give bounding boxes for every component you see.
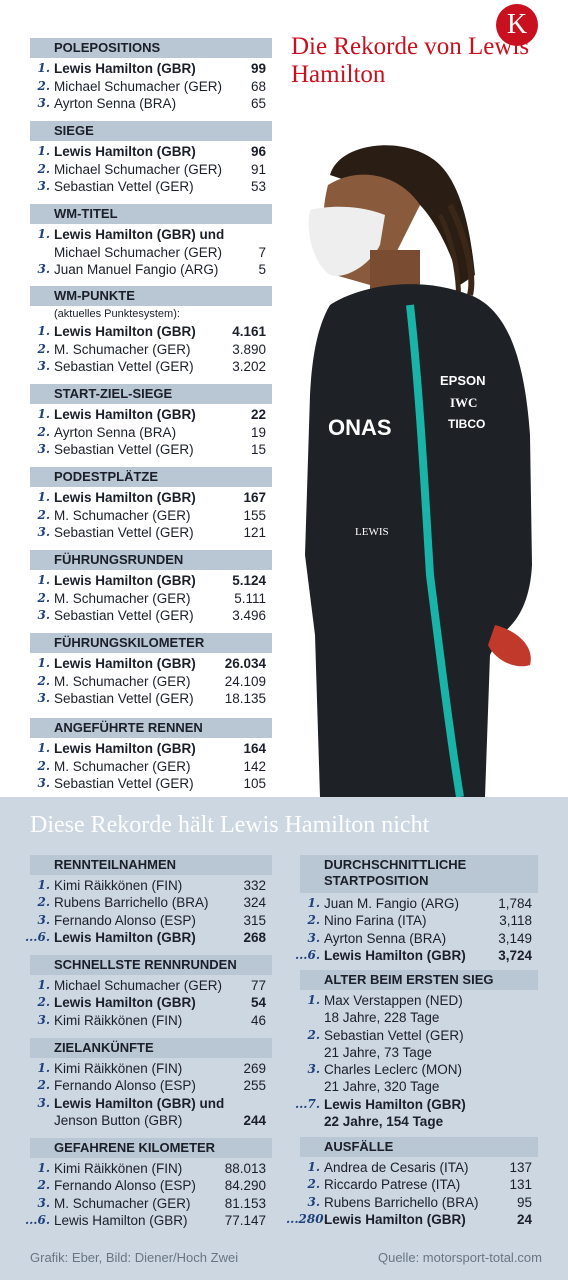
record-section (24, 1138, 272, 1229)
rank-number: 3. (37, 442, 50, 457)
rank-number: 2. (37, 78, 50, 93)
driver-name: M. Schumacher (GER) (54, 590, 191, 606)
record-value: 65 (250, 96, 266, 112)
driver-name: Sebastian Vettel (GER) (54, 359, 194, 375)
record-value: 269 (243, 1061, 266, 1076)
ranking-row (30, 1012, 272, 1029)
ranking-row (30, 226, 272, 244)
section-title-line2: STARTPOSITION (324, 873, 429, 888)
rank-number: 2. (37, 590, 50, 605)
source-text: Quelle: motorsport-total.com (377, 1250, 542, 1265)
section-title: FÜHRUNGSRUNDEN (30, 550, 272, 570)
driver-name: M. Schumacher (GER) (54, 1195, 191, 1211)
record-value: 268 (243, 929, 266, 945)
driver-name: Sebastian Vettel (GER) (54, 525, 194, 541)
driver-name: Lewis Hamilton (GBR) (54, 741, 196, 756)
driver-name: Kimi Räikkönen (FIN) (54, 1012, 183, 1028)
rank-number: 1. (37, 656, 50, 670)
record-value: 3.202 (232, 359, 266, 375)
driver-name: Lewis Hamilton (GBR) (54, 61, 196, 76)
rank-number: 3. (37, 525, 50, 540)
record-value: 84.290 (224, 1178, 266, 1194)
rank-number: 2. (37, 758, 50, 773)
rank-number: 1. (37, 407, 50, 421)
section-subtitle: (aktuelles Punktesystem): (54, 308, 180, 320)
driver-name: Lewis Hamilton (GBR) (324, 1211, 466, 1227)
ranking-row (30, 758, 272, 776)
section-title: PODESTPLÄTZE (30, 467, 272, 487)
record-value: 244 (243, 1112, 266, 1128)
record-section (30, 38, 272, 113)
ranking-row (30, 1112, 272, 1129)
ranking-row (30, 1177, 272, 1194)
ranking-row (30, 590, 272, 608)
driver-name: Andrea de Cesaris (ITA) (324, 1160, 469, 1175)
rank-number: 3. (307, 1062, 320, 1077)
ranking-row (30, 244, 272, 262)
record-section (24, 855, 272, 946)
driver-name: Lewis Hamilton (GBR) (324, 1096, 466, 1112)
section-title: ZIELANKÜNFTE (30, 1038, 272, 1058)
driver-name: Lewis Hamilton (GBR) (54, 1212, 188, 1228)
driver-name: M. Schumacher (GER) (54, 507, 191, 523)
record-value: 3,149 (498, 930, 532, 946)
driver-name: Lewis Hamilton (GBR) (54, 656, 196, 671)
record-value: 4.161 (232, 324, 266, 339)
driver-name: 22 Jahre, 154 Tage (324, 1114, 444, 1130)
driver-name: Ayrton Senna (BRA) (54, 424, 177, 440)
record-value: 77.147 (224, 1212, 266, 1228)
ranking-row (300, 1113, 538, 1130)
rank-number: 1. (37, 227, 50, 241)
driver-name: 21 Jahre, 320 Tage (324, 1079, 440, 1095)
ranking-row (300, 1194, 538, 1211)
ranking-row (30, 607, 272, 625)
record-value: 96 (250, 144, 266, 159)
record-value: 26.034 (224, 656, 266, 671)
driver-name: Juan Manuel Fangio (ARG) (54, 262, 219, 278)
rank-number: 2. (37, 161, 50, 176)
ranking-row (30, 178, 272, 196)
ranking-row (30, 78, 272, 96)
driver-name: Michael Schumacher (GER) (54, 161, 223, 177)
ranking-row (30, 441, 272, 459)
driver-name: Sebastian Vettel (GER) (54, 776, 194, 792)
driver-name: 18 Jahre, 228 Tage (324, 1010, 440, 1026)
ranking-row (30, 690, 272, 708)
driver-name: M. Schumacher (GER) (54, 673, 191, 689)
ranking-row (30, 1095, 272, 1112)
rank-number: 2. (37, 507, 50, 522)
ranking-row (30, 1060, 272, 1077)
ranking-row (30, 977, 272, 994)
rank-number: ...280. (286, 1211, 328, 1226)
ranking-row (30, 877, 272, 894)
record-value: 155 (243, 507, 266, 523)
driver-name: Sebastian Vettel (GER) (54, 442, 194, 458)
record-value: 3,118 (499, 913, 532, 929)
rank-number: 3. (37, 608, 50, 623)
driver-name: Kimi Räikkönen (FIN) (54, 1161, 183, 1176)
section-title: ANGEFÜHRTE RENNEN (30, 718, 272, 738)
driver-name: 21 Jahre, 73 Tage (324, 1044, 432, 1060)
ranking-row (30, 912, 272, 929)
record-value: 332 (243, 878, 266, 893)
rank-number: ...6. (24, 1212, 50, 1227)
brand-logo: K (496, 4, 538, 46)
rank-number: 2. (37, 895, 50, 910)
ranking-row (30, 143, 272, 161)
rank-number: 1. (307, 1160, 320, 1174)
driver-name: Riccardo Patrese (ITA) (324, 1177, 461, 1193)
rank-number: 2. (307, 913, 320, 928)
record-section (30, 204, 272, 279)
driver-name: Kimi Räikkönen (FIN) (54, 878, 183, 893)
record-value: 1,784 (498, 896, 532, 911)
rank-number: 3. (37, 96, 50, 111)
ranking-row (300, 1061, 538, 1078)
record-section (30, 467, 272, 542)
ranking-row (300, 895, 538, 912)
driver-name: Sebastian Vettel (GER) (54, 608, 194, 624)
record-value: 7 (258, 244, 266, 260)
rank-number: 1. (37, 741, 50, 755)
rank-number: ...7. (294, 1096, 320, 1111)
ranking-row (30, 775, 272, 793)
ranking-row (30, 572, 272, 590)
ranking-row (24, 929, 272, 946)
record-value: 24 (516, 1211, 532, 1227)
record-value: 5.124 (232, 573, 266, 588)
section-title: SCHNELLSTE RENNRUNDEN (30, 955, 272, 975)
record-value: 54 (250, 995, 266, 1011)
ranking-row (30, 323, 272, 341)
record-value: 68 (250, 78, 266, 94)
rank-number: 3. (37, 179, 50, 194)
record-value: 81.153 (224, 1195, 266, 1211)
ranking-row (300, 1159, 538, 1176)
record-value: 131 (509, 1177, 532, 1193)
rank-number: 1. (37, 978, 50, 992)
driver-name: Michael Schumacher (GER) (54, 978, 223, 993)
headline: Die Rekorde von Lewis Hamilton (291, 33, 530, 88)
record-value: 15 (250, 442, 266, 458)
rank-number: 3. (37, 262, 50, 277)
svg-text:EPSON: EPSON (440, 373, 486, 388)
driver-name: Sebastian Vettel (GER) (324, 1027, 464, 1043)
driver-name: M. Schumacher (GER) (54, 758, 191, 774)
driver-name: Sebastian Vettel (GER) (54, 691, 194, 707)
driver-name: M. Schumacher (GER) (54, 341, 191, 357)
rank-number: 3. (307, 1194, 320, 1209)
record-value: 5 (258, 262, 266, 278)
driver-name: Charles Leclerc (MON) (324, 1062, 463, 1078)
record-section (294, 970, 538, 1130)
record-section (294, 855, 538, 964)
ranking-row (294, 1096, 538, 1113)
ranking-row (30, 1160, 272, 1177)
svg-text:ONAS: ONAS (328, 415, 392, 440)
record-value: 121 (243, 525, 266, 541)
rank-number: 3. (37, 1012, 50, 1027)
record-value: 19 (250, 424, 266, 440)
section-title: RENNTEILNAHMEN (30, 855, 272, 875)
driver-name: Ayrton Senna (BRA) (324, 930, 447, 946)
driver-name: Lewis Hamilton (GBR) (54, 324, 196, 339)
record-value: 18.135 (224, 691, 266, 707)
rank-number: 1. (37, 1061, 50, 1075)
ranking-row (30, 1077, 272, 1094)
record-section (30, 384, 272, 459)
ranking-row (294, 947, 538, 964)
driver-name: Fernando Alonso (ESP) (54, 1078, 196, 1094)
section-title: SIEGE (30, 121, 272, 141)
ranking-row (30, 740, 272, 758)
driver-name: Lewis Hamilton (GBR) und (54, 1095, 225, 1111)
rank-number: 1. (37, 324, 50, 338)
rank-number: 2. (37, 341, 50, 356)
section-title: START-ZIEL-SIEGE (30, 384, 272, 404)
record-value: 24.109 (224, 673, 266, 689)
driver-name: Lewis Hamilton (GBR) (54, 995, 196, 1011)
ranking-row (300, 1078, 538, 1095)
driver-name: Juan M. Fangio (ARG) (324, 896, 460, 911)
ranking-row (30, 524, 272, 542)
rank-number: 2. (37, 673, 50, 688)
rank-number: 1. (37, 1161, 50, 1175)
rank-number: 1. (307, 993, 320, 1007)
record-value: 164 (243, 741, 266, 756)
record-value: 77 (250, 978, 266, 993)
record-value: 315 (243, 912, 266, 928)
record-section (30, 718, 272, 793)
driver-name: Ayrton Senna (BRA) (54, 96, 177, 112)
ranking-row (30, 95, 272, 113)
svg-text:LEWIS: LEWIS (355, 526, 389, 538)
ranking-row (30, 673, 272, 691)
record-value: 105 (243, 776, 266, 792)
record-value: 99 (250, 61, 266, 76)
section-title: ALTER BEIM ERSTEN SIEG (300, 970, 538, 990)
section-title: FÜHRUNGSKILOMETER (30, 633, 272, 653)
rank-number: 1. (37, 61, 50, 75)
record-section (30, 286, 272, 376)
ranking-row (30, 161, 272, 179)
record-value: 324 (243, 895, 266, 911)
driver-name: Lewis Hamilton (GBR) und (54, 227, 225, 242)
ranking-row (30, 507, 272, 525)
section-title: AUSFÄLLE (300, 1137, 538, 1157)
record-value: 88.013 (224, 1161, 266, 1176)
driver-name: Rubens Barrichello (BRA) (54, 895, 209, 911)
driver-name: Lewis Hamilton (GBR) (324, 947, 466, 963)
ranking-row (24, 1212, 272, 1229)
ranking-row (30, 994, 272, 1011)
ranking-row (30, 358, 272, 376)
driver-name: Fernando Alonso (ESP) (54, 912, 196, 928)
ranking-row (30, 894, 272, 911)
credit-text: Grafik: Eber, Bild: Diener/Hoch Zwei (30, 1250, 239, 1265)
rank-number: 3. (37, 776, 50, 791)
bottom-title: Diese Rekorde hält Lewis Hamilton nicht (30, 812, 430, 838)
rank-number: 1. (37, 573, 50, 587)
record-value: 142 (243, 758, 266, 774)
rank-number: 3. (37, 912, 50, 927)
ranking-row (300, 912, 538, 929)
record-section (30, 633, 272, 708)
record-value: 95 (516, 1194, 532, 1210)
record-value: 137 (509, 1160, 532, 1175)
driver-name: Fernando Alonso (ESP) (54, 1178, 196, 1194)
ranking-row (300, 1009, 538, 1026)
section-title: WM-PUNKTE (30, 286, 272, 306)
driver-name: Max Verstappen (NED) (324, 993, 463, 1008)
ranking-row (286, 1211, 538, 1228)
ranking-row (30, 406, 272, 424)
driver-name: Rubens Barrichello (BRA) (324, 1194, 479, 1210)
rank-number: 3. (37, 691, 50, 706)
record-value: 22 (250, 407, 266, 422)
record-section (30, 1038, 272, 1129)
rank-number: 2. (37, 1178, 50, 1193)
ranking-row (30, 1195, 272, 1212)
ranking-row (30, 261, 272, 279)
record-value: 167 (243, 490, 266, 505)
driver-name: Michael Schumacher (GER) (54, 244, 223, 260)
ranking-row (30, 60, 272, 78)
rank-number: 3. (307, 930, 320, 945)
record-section (30, 121, 272, 196)
ranking-row (300, 1044, 538, 1061)
rank-number: 2. (307, 1027, 320, 1042)
rank-number: 2. (37, 995, 50, 1010)
driver-name: Lewis Hamilton (GBR) (54, 144, 196, 159)
record-value: 255 (243, 1078, 266, 1094)
record-section (286, 1137, 538, 1228)
ranking-row (300, 1027, 538, 1044)
ranking-row (300, 1176, 538, 1193)
driver-name: Lewis Hamilton (GBR) (54, 490, 196, 505)
ranking-row (30, 341, 272, 359)
record-value: 46 (250, 1012, 266, 1028)
driver-name: Lewis Hamilton (GBR) (54, 929, 196, 945)
rank-number: 2. (307, 1177, 320, 1192)
driver-name: Kimi Räikkönen (FIN) (54, 1061, 183, 1076)
section-title: DURCHSCHNITTLICHE STARTPOSITION (300, 855, 538, 893)
record-section (30, 955, 272, 1029)
rank-number: 1. (37, 878, 50, 892)
ranking-row (30, 489, 272, 507)
section-title: GEFAHRENE KILOMETER (30, 1138, 272, 1158)
driver-photo (300, 135, 568, 797)
rank-number: 2. (37, 1078, 50, 1093)
section-title: WM-TITEL (30, 204, 272, 224)
svg-text:IWC: IWC (450, 395, 478, 410)
ranking-row (300, 992, 538, 1009)
driver-name: Nino Farina (ITA) (324, 913, 427, 929)
rank-number: ...6. (294, 947, 320, 962)
rank-number: 1. (37, 144, 50, 158)
section-title: POLEPOSITIONS (30, 38, 272, 58)
driver-name: Jenson Button (GBR) (54, 1112, 183, 1128)
ranking-row (300, 930, 538, 947)
rank-number: 1. (307, 896, 320, 910)
driver-name: Sebastian Vettel (GER) (54, 179, 194, 195)
driver-name: Michael Schumacher (GER) (54, 78, 223, 94)
record-value: 3.496 (232, 608, 266, 624)
driver-name: Lewis Hamilton (GBR) (54, 573, 196, 588)
rank-number: 3. (37, 1095, 50, 1110)
driver-name: Lewis Hamilton (GBR) (54, 407, 196, 422)
record-value: 53 (250, 179, 266, 195)
record-value: 91 (250, 161, 266, 177)
ranking-row (30, 424, 272, 442)
record-value: 5.111 (234, 590, 266, 606)
record-value: 3,724 (498, 947, 532, 963)
svg-text:TIBCO: TIBCO (448, 417, 486, 431)
rank-number: 2. (37, 424, 50, 439)
rank-number: 3. (37, 1195, 50, 1210)
rank-number: 3. (37, 359, 50, 374)
rank-number: ...6. (24, 929, 50, 944)
record-section (30, 550, 272, 625)
rank-number: 1. (37, 490, 50, 504)
ranking-row (30, 655, 272, 673)
record-value: 3.890 (232, 341, 266, 357)
